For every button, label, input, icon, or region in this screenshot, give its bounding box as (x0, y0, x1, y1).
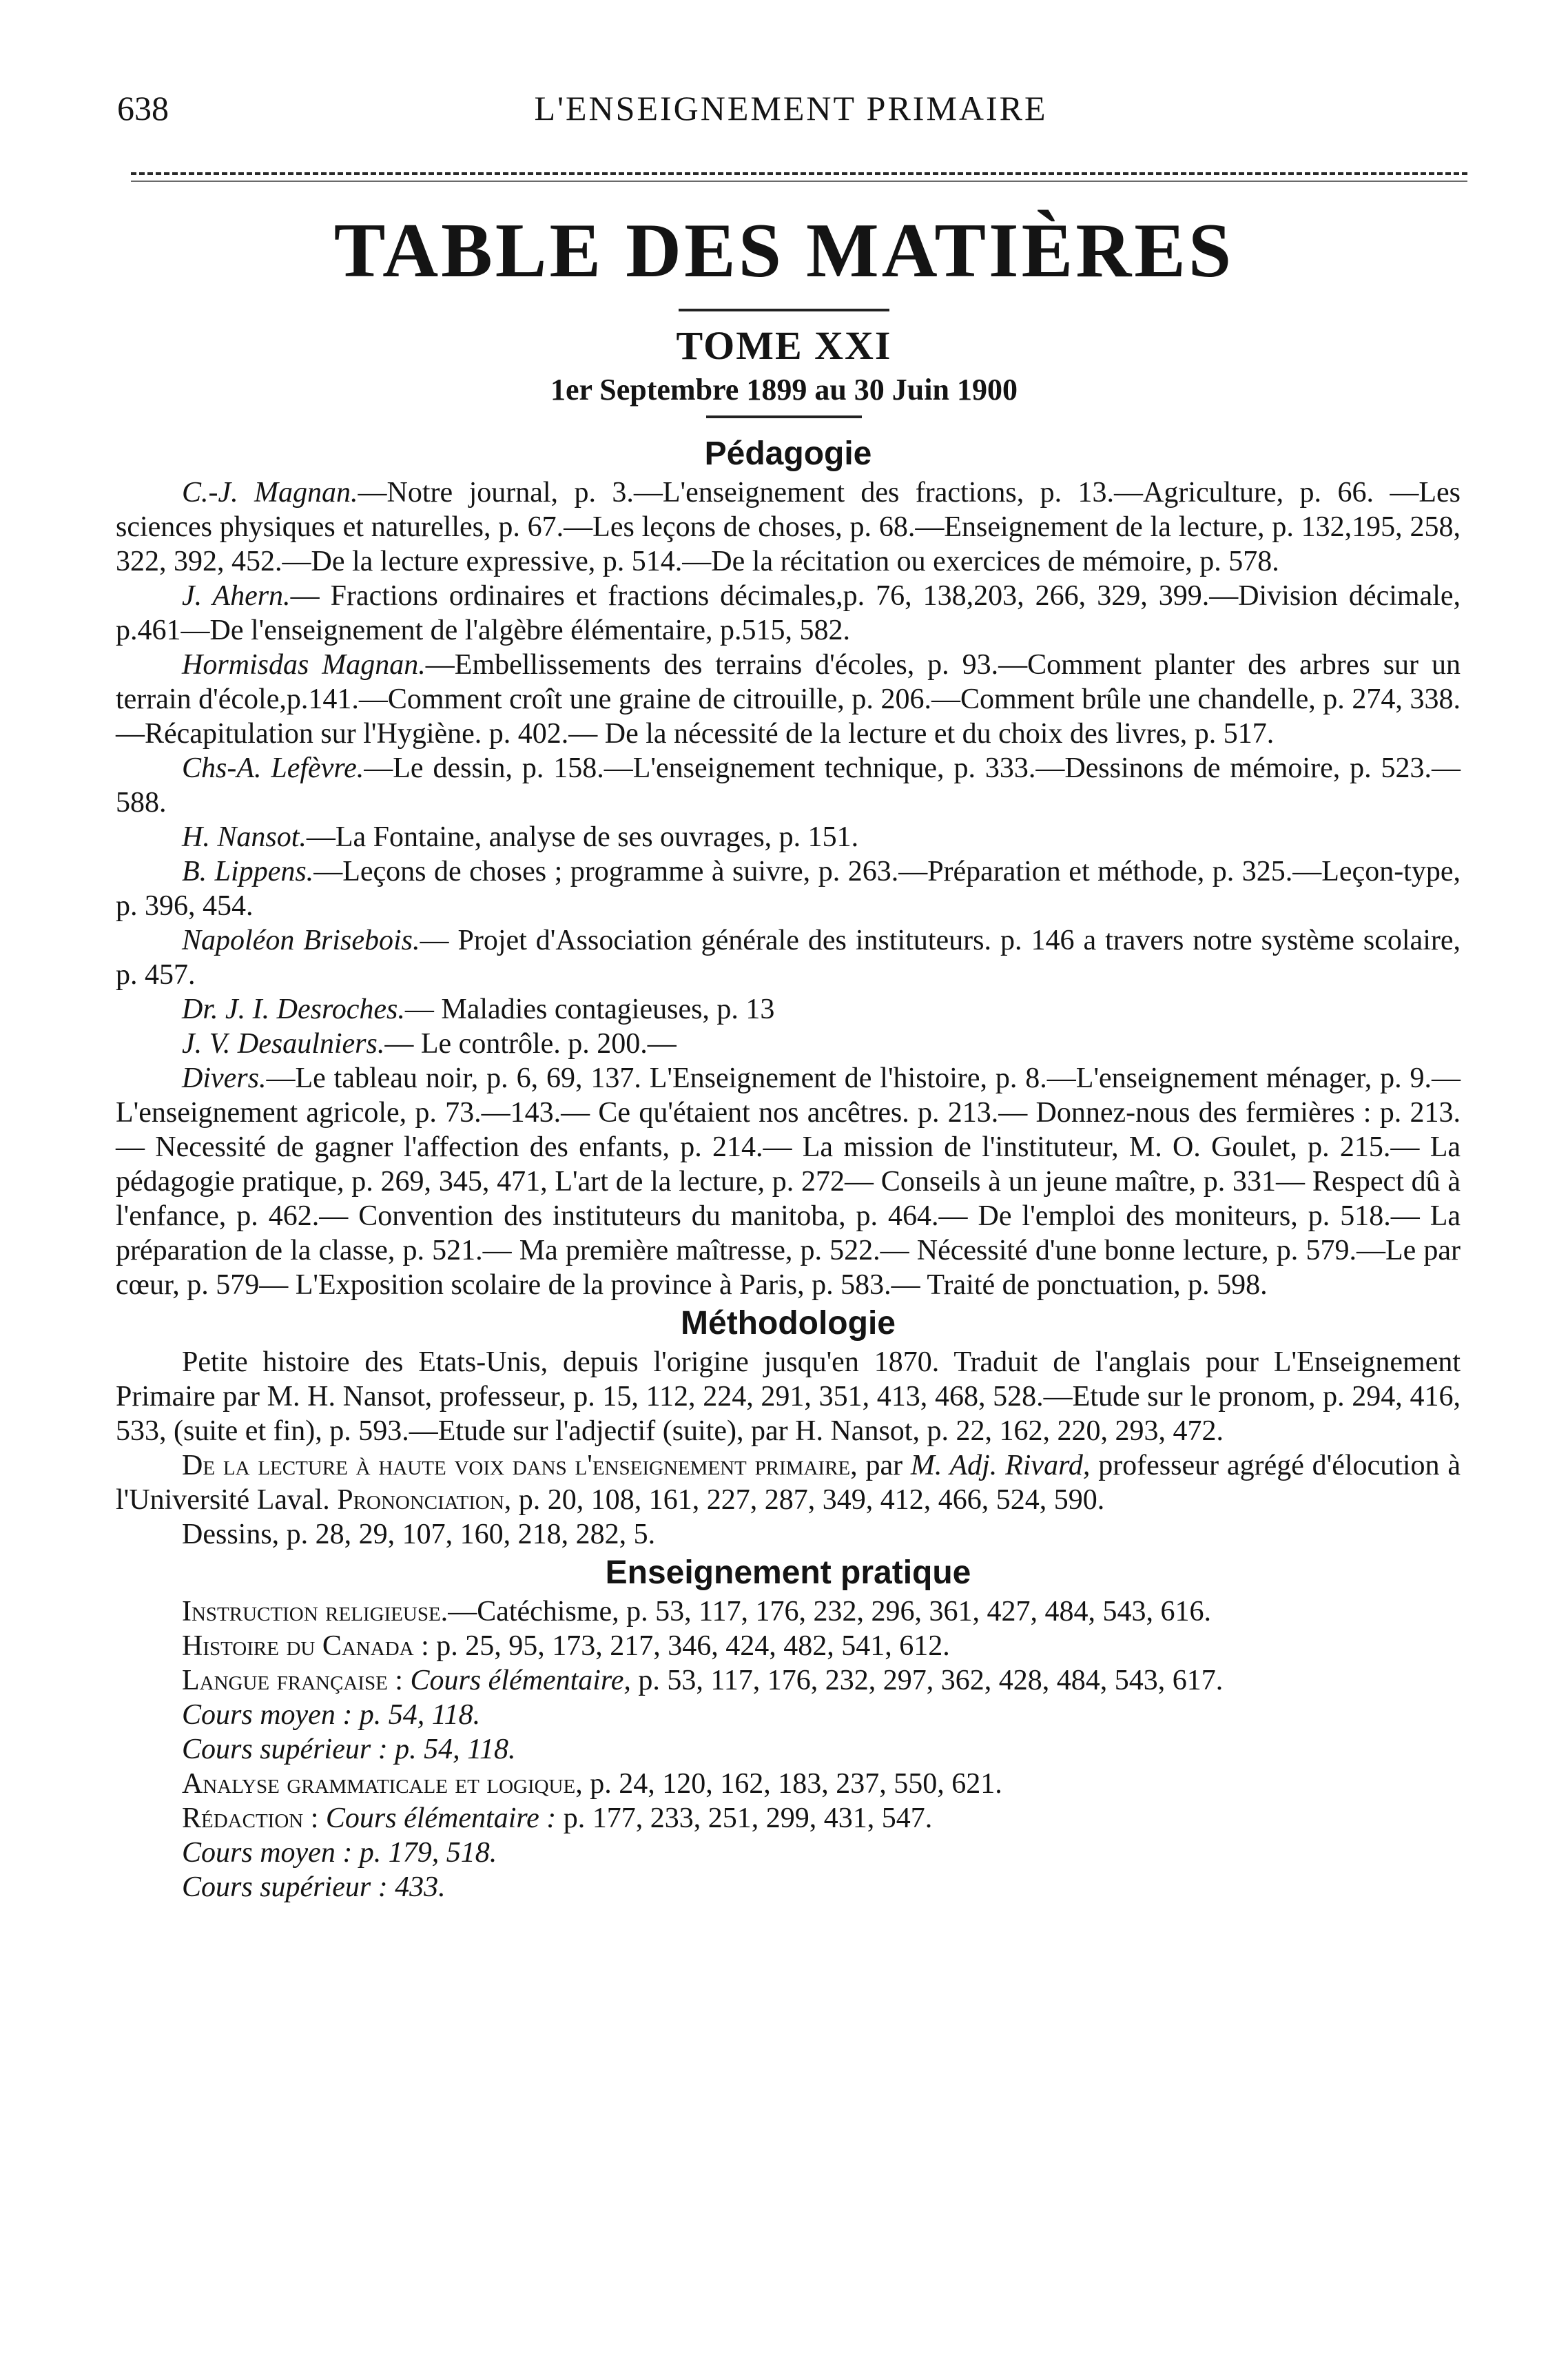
pedagogie-entry (116, 923, 1461, 992)
running-title: L'ENSEIGNEMENT PRIMAIRE (534, 89, 1048, 127)
entry-text: — Maladies contagieuses, p. 13 (404, 994, 775, 1025)
entry-text: —La Fontaine, analyse de ses ouvrages, p. 151. (306, 821, 859, 853)
lecture-par: par (857, 1450, 911, 1481)
langue-moyen (116, 1698, 1461, 1732)
entry-text: —Leçons de choses ; programme à suivre, p. 263.—Préparation et méthode, p. 325.—Leçon-type, p. 396, 454. (116, 856, 1461, 922)
pedagogie-entry (116, 648, 1461, 751)
table-of-contents (116, 433, 1461, 1904)
date-range: 1er Septembre 1899 au 30 Juin 1900 (550, 373, 1018, 407)
entry-text: — Fractions ordinaires et fractions décimales,p. 76, 138,203, 266, 329, 399.—Division décimale, p.461—De l'enseignement de l'algèbre élémentaire, p.515, 582. (116, 580, 1461, 646)
pedagogie-entries (116, 475, 1461, 1302)
analyse-text: p. 24, 120, 162, 183, 237, 550, 621. (582, 1768, 1002, 1800)
entry-author: H. Nansot. (182, 821, 307, 853)
section-heading-methodologie: Méthodologie (681, 1305, 896, 1342)
langue-moyen-text: Cours moyen : p. 54, 118. (182, 1699, 481, 1731)
prononciation-pages: p. 20, 108, 161, 227, 287, 349, 412, 466, 524, 590. (511, 1484, 1105, 1516)
langue-superieur (116, 1732, 1461, 1767)
pedagogie-entry (116, 820, 1461, 854)
entry-author: Divers. (182, 1062, 267, 1094)
langue-superieur-text: Cours supérieur : p. 54, 118. (182, 1734, 516, 1765)
histoire-entry (116, 1629, 1461, 1663)
prononciation-label: Prononciation, (337, 1484, 512, 1516)
pedagogie-entry (116, 1027, 1461, 1061)
page-number: 638 (117, 89, 169, 127)
entry-author: J. Ahern. (182, 580, 291, 612)
lecture-text: professeur agrégé d'élocution à l'Université Laval. (116, 1450, 1461, 1516)
entry-author: Chs-A. Lefèvre. (182, 752, 364, 784)
entry-author: Napoléon Brisebois. (182, 925, 420, 956)
instruction-text: —Catéchisme, p. 53, 117, 176, 232, 296, 361, 427, 484, 543, 616. (448, 1596, 1212, 1627)
section-heading-pedagogie: Pédagogie (704, 435, 872, 472)
entry-author: C.-J. Magnan. (182, 477, 358, 508)
pedagogie-entry (116, 992, 1461, 1027)
redaction-text: p. 177, 233, 251, 299, 431, 547. (556, 1802, 933, 1834)
header-rule-thin (131, 181, 1467, 182)
langue-course: Cours élémentaire, (402, 1665, 631, 1696)
instruction-label: Instruction religieuse. (182, 1596, 448, 1627)
entry-text: —Le dessin, p. 158.—L'enseignement technique, p. 333.—Dessinons de mémoire, p. 523.—588. (116, 752, 1461, 819)
histoire-text: p. 25, 95, 173, 217, 346, 424, 482, 541, 612. (429, 1630, 950, 1662)
title-rule (679, 309, 889, 311)
redaction-entry (116, 1801, 1461, 1836)
pedagogie-entry (116, 579, 1461, 648)
analyse-entry (116, 1767, 1461, 1801)
pedagogie-entry (116, 1061, 1461, 1302)
tome-heading: TOME XXI (676, 323, 892, 368)
section-heading-pratique: Enseignement pratique (605, 1554, 971, 1591)
instruction-entry (116, 1594, 1461, 1629)
histoire-label: Histoire du Canada : (182, 1630, 429, 1662)
redaction-moyen-text: Cours moyen : p. 179, 518. (182, 1837, 497, 1869)
lecture-author: M. Adj. Rivard, (910, 1450, 1091, 1481)
pedagogie-entry (116, 854, 1461, 923)
analyse-label: Analyse grammaticale et logique, (182, 1768, 583, 1800)
entry-author: J. V. Desaulniers. (182, 1028, 385, 1060)
entry-text: —Le tableau noir, p. 6, 69, 137. L'Enseignement de l'histoire, p. 8.—L'enseignement ménager, p. 9.— L'enseignement agricole, p. 73.—143.— Ce qu'étaient nos ancêtres. p. 213.— Donnez-nous des fermières : p. 213.— Necessité de gagner l'affection des enfants, p. 214.— La mission de l'instituteur, M. O. Goulet, p. 215.— La pédagogie pratique, p. 269, 345, 471, L'art de la lecture, p. 272— Conseils à un jeune maître, p. 331— Respect dû à l'enfance, p. 462.— Convention des instituteurs du manitoba, p. 464.— De l'emploi des moniteurs, p. 518.— La préparation de la classe, p. 521.— Ma première maîtresse, p. 522.— Nécessité d'une bonne lecture, p. 579.—Le par cœur, p. 579— L'Exposition scolaire de la province à Paris, p. 583.— Traité de ponctuation, p. 598. (116, 1062, 1461, 1301)
langue-label: Langue française : (182, 1665, 403, 1696)
redaction-moyen (116, 1836, 1461, 1870)
lecture-title: De la lecture à haute voix dans l'enseignement primaire, (182, 1450, 858, 1481)
dates-rule (706, 415, 862, 418)
pedagogie-entry (116, 751, 1461, 820)
redaction-superieur (116, 1870, 1461, 1904)
entry-text: —Notre journal, p. 3.—L'enseignement des fractions, p. 13.—Agriculture, p. 66. —Les sciences physiques et naturelles, p. 67.—Les leçons de choses, p. 68.—Enseignement de la lecture, p. 132,195, 258, 322, 392, 452.—De la lecture expressive, p. 514.—De la récitation ou exercices de mémoire, p. 578. (116, 477, 1461, 577)
redaction-course: Cours élémentaire : (318, 1802, 557, 1834)
entry-text: — Le contrôle. p. 200.— (384, 1028, 677, 1060)
dessins-paragraph: Dessins, p. 28, 29, 107, 160, 218, 282, 5. (182, 1519, 656, 1550)
langue-text: p. 53, 117, 176, 232, 297, 362, 428, 484, 543, 617. (630, 1665, 1224, 1696)
entry-text: — Projet d'Association générale des instituteurs. p. 146 a travers notre système scolaire, p. 457. (116, 925, 1461, 991)
pedagogie-entry (116, 475, 1461, 579)
header-rule (131, 172, 1467, 175)
entry-text: —Embellissements des terrains d'écoles, p. 93.—Comment planter des arbres sur un terrain d'école,p.141.—Comment croît une graine de citrouille, p. 206.—Comment brûle une chandelle, p. 274, 338.—Récapitulation sur l'Hygiène. p. 402.— De la nécessité de la lecture et du choix des livres, p. 517. (116, 649, 1461, 750)
redaction-superieur-text: Cours supérieur : 433. (182, 1871, 446, 1903)
lecture-paragraph (116, 1448, 1461, 1517)
redaction-label: Rédaction : (182, 1802, 319, 1834)
running-head (117, 88, 1465, 143)
page-title: TABLE DES MATIÈRES (333, 208, 1235, 294)
entry-author: Hormisdas Magnan. (182, 649, 426, 681)
entry-author: Dr. J. I. Desroches. (182, 994, 405, 1025)
entry-author: B. Lippens. (182, 856, 314, 887)
methodologie-paragraph: Petite histoire des Etats-Unis, depuis l'origine jusqu'en 1870. Traduit de l'anglais pour L'Enseignement Primaire par M. H. Nansot, professeur, p. 15, 112, 224, 291, 351, 413, 468, 528.—Etude sur le pronom, p. 294, 416, 533, (suite et fin), p. 593.—Etude sur l'adjectif (suite), par H. Nansot, p. 22, 162, 220, 293, 472. (116, 1346, 1461, 1447)
langue-entry (116, 1663, 1461, 1698)
